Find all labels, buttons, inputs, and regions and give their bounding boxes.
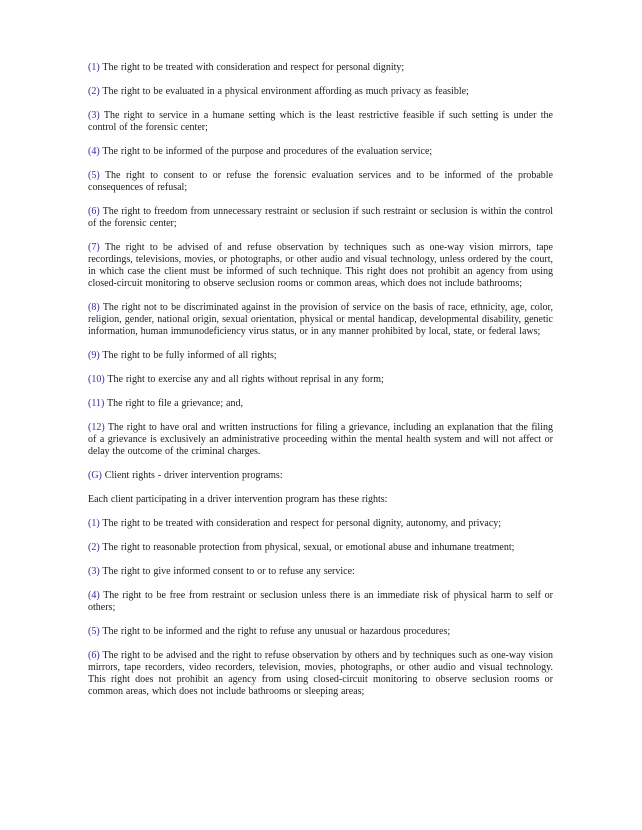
- paragraph-text: The right to be free from restraint or seclusion unless there is an immediate risk of physical harm to self or others;: [88, 590, 553, 613]
- paragraph-number-label: (5): [88, 170, 100, 181]
- paragraph: [88, 566, 553, 578]
- paragraph: [88, 110, 553, 134]
- paragraph-text: The right to freedom from unnecessary restraint or seclusion if such restraint or seclusion is within the control of the forensic center;: [88, 206, 553, 229]
- paragraph-text: The right to give informed consent to or to refuse any service:: [102, 566, 355, 577]
- paragraph-text: The right to be evaluated in a physical environment affording as much privacy as feasible;: [102, 86, 469, 97]
- paragraph: [88, 62, 553, 74]
- paragraph-text: The right to service in a humane setting which is the least restrictive feasible if such setting is under the control of the forensic center;: [88, 110, 553, 133]
- paragraph-number-label: (1): [88, 62, 100, 73]
- paragraph-number-label: (5): [88, 626, 100, 637]
- paragraph-text: The right to be treated with consideration and respect for personal dignity, autonomy, and privacy;: [102, 518, 502, 529]
- paragraph-text: The right to be advised of and refuse observation by techniques such as one-way vision mirrors, tape recordings, televisions, movies, or photographs, or other audio and visual technology, unless ordered by the court, in which case the client must be informed of such technique. This right does not prohibit an agency from using closed-circuit monitoring to observe seclusion rooms or common areas, which does not include bathrooms;: [88, 242, 553, 289]
- paragraph: [88, 398, 553, 410]
- paragraph-number-label: (7): [88, 242, 100, 253]
- paragraph-number-label: (G): [88, 470, 102, 481]
- paragraph-number-label: (6): [88, 206, 100, 217]
- paragraph: [88, 470, 553, 482]
- paragraph: [88, 542, 553, 554]
- paragraph: [88, 350, 553, 362]
- paragraph: [88, 494, 553, 506]
- paragraph-number-label: (6): [88, 650, 100, 661]
- paragraph: [88, 302, 553, 338]
- paragraph: [88, 590, 553, 614]
- paragraph-text: The right to be informed and the right to refuse any unusual or hazardous procedures;: [102, 626, 451, 637]
- paragraph-text: The right not to be discriminated against in the provision of service on the basis of race, ethnicity, age, color, religion, gender, national origin, sexual orientation, physical or mental handicap, developmental disability, genetic information, human immunodeficiency virus status, or in any manner prohibited by local, state, or federal laws;: [88, 302, 553, 337]
- paragraph-number-label: (4): [88, 590, 100, 601]
- paragraph: [88, 626, 553, 638]
- paragraph: [88, 206, 553, 230]
- paragraph: [88, 170, 553, 194]
- paragraph-text: The right to reasonable protection from physical, sexual, or emotional abuse and inhumane treatment;: [102, 542, 515, 553]
- paragraph-text: The right to be fully informed of all rights;: [102, 350, 277, 361]
- paragraph-text: Each client participating in a driver intervention program has these rights:: [88, 494, 388, 505]
- paragraph-text: The right to have oral and written instructions for filing a grievance, including an explanation that the filing of a grievance is exclusively an administrative proceeding within the mental health system and will not affect or delay the outcome of the criminal charges.: [88, 422, 553, 457]
- paragraph-text: The right to be treated with consideration and respect for personal dignity;: [102, 62, 405, 73]
- paragraph: [88, 242, 553, 290]
- paragraph-number-label: (4): [88, 146, 100, 157]
- paragraph-number-label: (11): [88, 398, 105, 409]
- paragraph-number-label: (9): [88, 350, 100, 361]
- paragraph: [88, 146, 553, 158]
- paragraph-text: Client rights - driver intervention programs:: [104, 470, 283, 481]
- paragraph-number-label: (2): [88, 86, 100, 97]
- paragraph: [88, 374, 553, 386]
- paragraph-text: The right to file a grievance; and,: [107, 398, 243, 409]
- paragraph: [88, 422, 553, 458]
- paragraph-text: The right to consent to or refuse the forensic evaluation services and to be informed of the probable consequences of refusal;: [88, 170, 553, 193]
- paragraph-number-label: (1): [88, 518, 100, 529]
- paragraph: [88, 518, 553, 530]
- document-body: [88, 62, 553, 698]
- paragraph: [88, 650, 553, 698]
- paragraph-text: The right to be informed of the purpose and procedures of the evaluation service;: [102, 146, 433, 157]
- paragraph-number-label: (10): [88, 374, 105, 385]
- paragraph-number-label: (12): [88, 422, 105, 433]
- paragraph-number-label: (2): [88, 542, 100, 553]
- paragraph: [88, 86, 553, 98]
- paragraph-text: The right to exercise any and all rights without reprisal in any form;: [107, 374, 384, 385]
- paragraph-number-label: (3): [88, 566, 100, 577]
- paragraph-number-label: (3): [88, 110, 100, 121]
- paragraph-text: The right to be advised and the right to refuse observation by others and by techniques such as one-way vision mirrors, tape recorders, video recorders, television, movies, photographs, or other audio and visual technology. This right does not prohibit an agency from using closed-circuit monitoring to observe seclusion rooms or common areas, which does not include bathrooms or sleeping areas;: [88, 650, 553, 697]
- paragraph-number-label: (8): [88, 302, 100, 313]
